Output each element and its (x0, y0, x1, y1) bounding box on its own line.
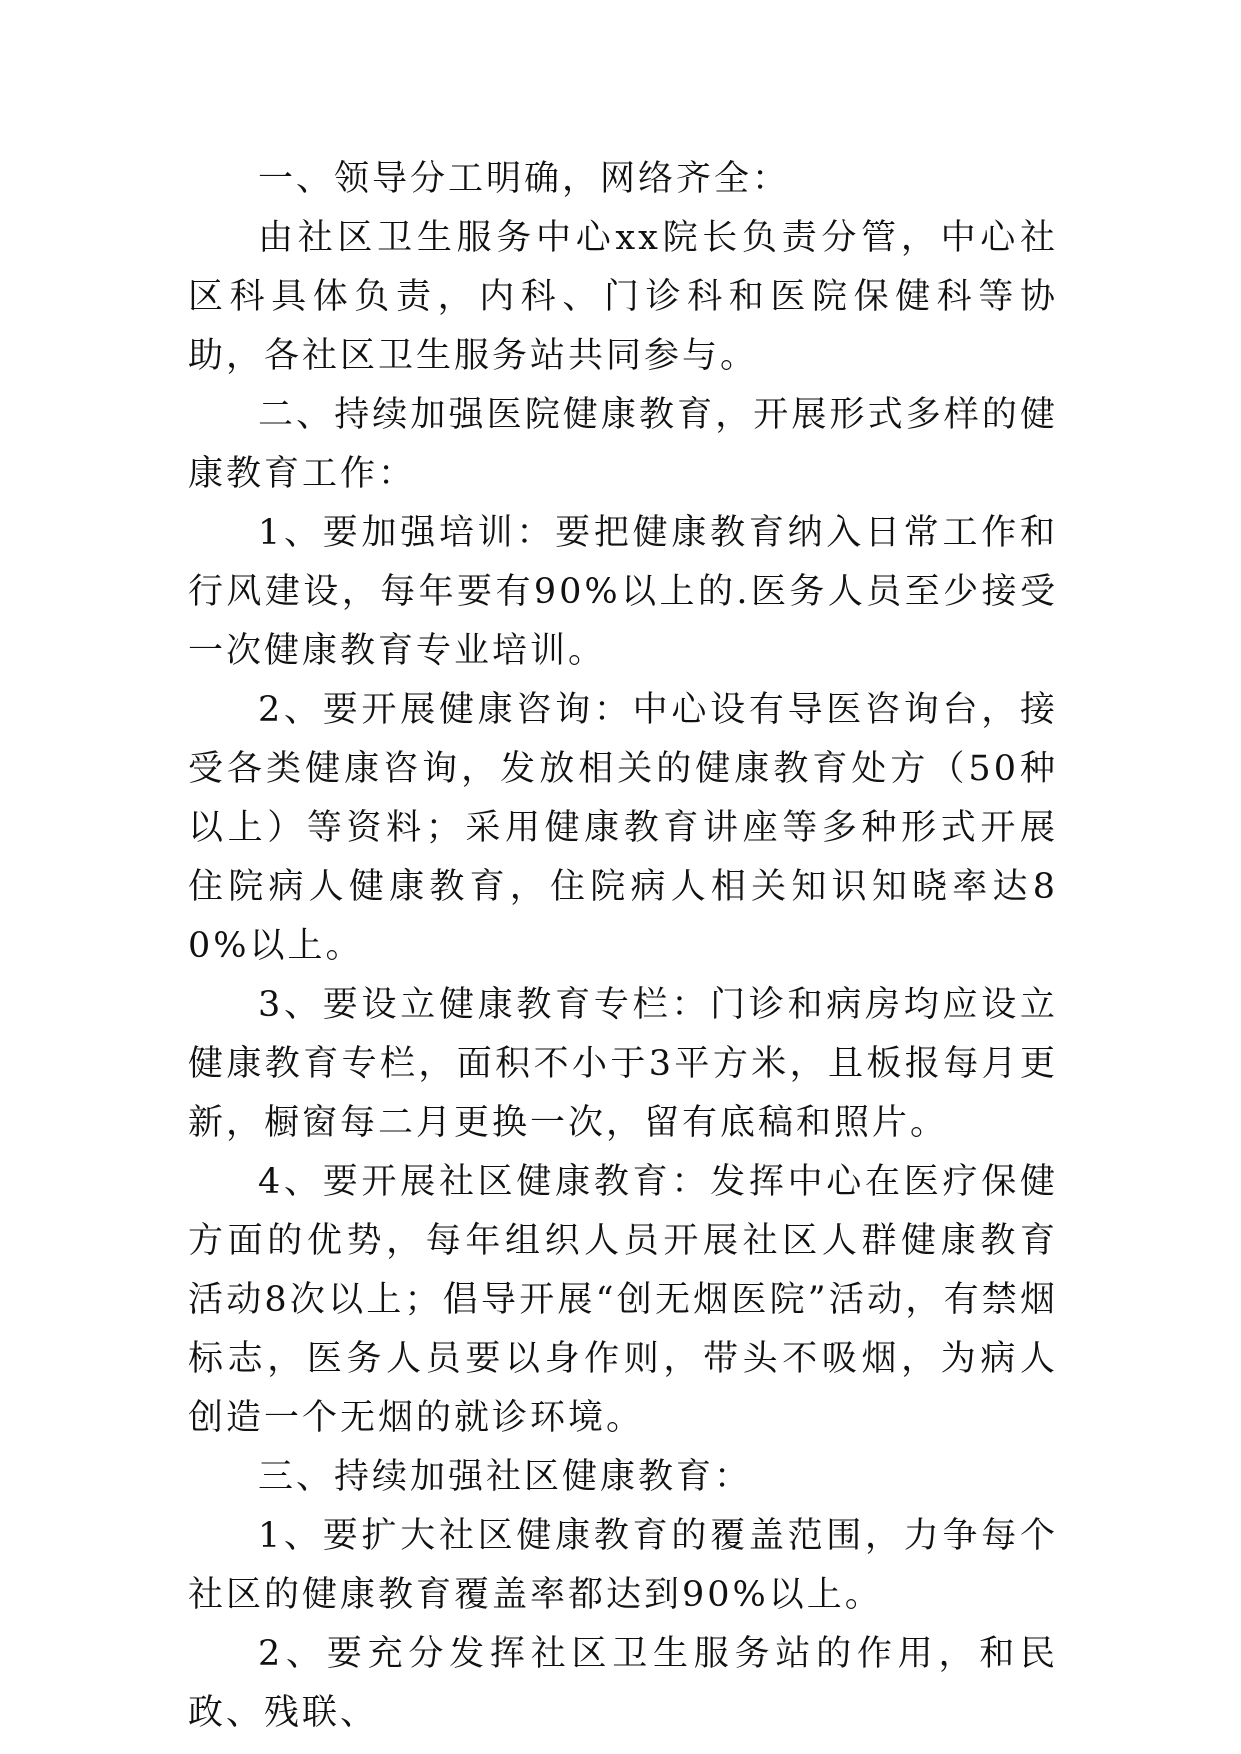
paragraph-section-3-heading: 三、持续加强社区健康教育： (258, 1457, 753, 1497)
paragraph-bulletin-board: 3、要设立健康教育专栏：门诊和病房均应设立健康教育专栏，面积不小于3平方米，且板报每月更新，橱窗每二月更换一次，留有底稿和照片。 (188, 985, 1058, 1143)
paragraph-section-1-heading: 一、领导分工明确，网络齐全： (258, 159, 791, 199)
paragraph-section-2-heading: 二、持续加强医院健康教育，开展形式多样的健康教育工作： (188, 395, 1058, 494)
paragraph-training: 1、要加强培训：要把健康教育纳入日常工作和行风建设，每年要有90%以上的.医务人员至少接受一次健康教育专业培训。 (188, 513, 1058, 671)
document-body (188, 150, 1058, 1743)
paragraph-coverage: 1、要扩大社区健康教育的覆盖范围，力争每个社区的健康教育覆盖率都达到90%以上。 (188, 1516, 1058, 1615)
paragraph-responsibility: 由社区卫生服务中心xx院长负责分管，中心社区科具体负责，内科、门诊科和医院保健科等协助，各社区卫生服务站共同参与。 (188, 218, 1058, 376)
paragraph-service-stations: 2、要充分发挥社区卫生服务站的作用，和民政、残联、 (188, 1634, 1058, 1733)
paragraph-community-education: 4、要开展社区健康教育：发挥中心在医疗保健方面的优势，每年组织人员开展社区人群健康教育活动8次以上；倡导开展“创无烟医院”活动，有禁烟标志，医务人员要以身作则，带头不吸烟，为病人创造一个无烟的就诊环境。 (188, 1162, 1058, 1438)
paragraph-consultation: 2、要开展健康咨询：中心设有导医咨询台，接受各类健康咨询，发放相关的健康教育处方（50种以上）等资料；采用健康教育讲座等多种形式开展住院病人健康教育，住院病人相关知识知晓率达80%以上。 (188, 690, 1058, 966)
